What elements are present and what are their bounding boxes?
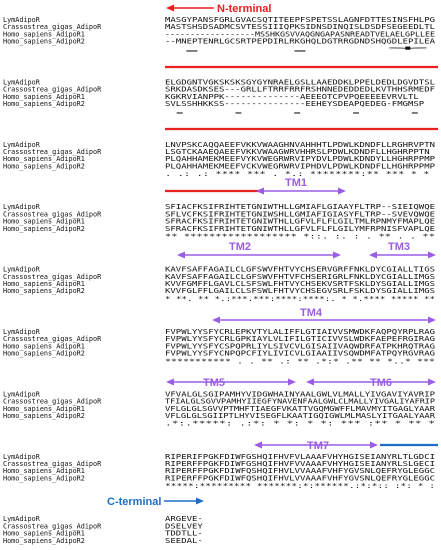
sequence-name: LymAdipoR [3,452,40,461]
tm5-arrowhead-left [166,379,174,386]
sequence-name: Crassostrea_gigas_AdipoR [3,23,102,32]
tm7-arrowhead-right [370,442,378,449]
sequence-row: MASGYPANSFGRLGVACSQTITEEPFSPETSSLAGNFDTTESINSFHLPG [165,16,435,24]
tm1-arrowhead-left [256,188,264,195]
sequence-row: SRKDASDKSES---GRLLFTRRFRRFRSHNNEDEDDEDLKVTHHSRMEDF [165,85,435,94]
sequence-name: LymAdipoR [3,16,40,24]
consensus-row: *********** . . ** .: ** .*:* .** ** *..* *** [165,357,435,366]
c-terminal-arrowhead [196,498,204,505]
sequence-row: DSELVEY [165,522,203,531]
sequence-name: Homo_sapiens_AdipoR1 [3,467,85,476]
sequence-row: RIPERFFPGKFDIWFQSHQIFHVLVVAAAFVHFYGVSNLQEFRYGLEGGC [165,467,435,476]
alignment-block [3,328,435,365]
sequence-name: Homo_sapiens_AdipoR2 [3,37,85,46]
n-terminal-label: N-terminal [217,3,272,15]
sequence-row: FVPWLYYSFYCNPQPCFIYLIVICVLGIAAIIVSQWDMFATPQYRGVRAG [165,349,435,358]
sequence-name: Crassostrea_gigas_AdipoR [3,85,102,94]
tm4-arrowhead-right [428,317,436,324]
tm2-arrowhead-left [177,252,185,259]
alignment-block [3,266,435,303]
sequence-row: FVPWLYYSFYCRLGPKIAYLVLIFILGTICIVVSLWDKFAEPEFRGIRAG [165,335,435,344]
sequence-row: SFLVCFKSIFRIHTETGNIWSHLLGMIAFIGIASYFLTRP--SVEVQWQE [165,210,435,219]
sequence-row: ARGEVE- [165,515,203,524]
sequence-row: RIPERIFPGKFDIWFGSHQIFHVFVLAAAFVHYHGISEIANYRLTLGDCI [165,452,435,461]
tm5-arrowhead-right [288,379,296,386]
consensus-row: .*:.*****: .:*: * *: * *: *** :** * ** * [165,419,435,428]
sequence-row: LSGTCKAAEQAEEFVKKVWAAGWRVHHRSLPDWLKDNDFLLHGHRPPTN [165,148,430,156]
sequence-name: Homo_sapiens_AdipoR1 [3,342,85,351]
sequence-name: Crassostrea_gigas_AdipoR [3,335,102,344]
sequence-name: Homo_sapiens_AdipoR2 [3,224,85,233]
alignment-block [3,390,436,427]
sequence-row: FVPWLYYSFYCRLEPKVTYLALIFFLGTIAIVVSMWDKFAQPQYRPLRAG [165,328,435,336]
alignment-block [3,203,435,240]
sequence-name: Crassostrea_gigas_AdipoR [3,460,102,468]
sequence-row: TFIALGLSGVVPAMHYIIEGFYNAVENFAALGWLCLMALLYIVGALIYAFRIP [165,397,435,406]
sequence-row: PLQAHHAMEKMEEFVCKVWEGRWRVIPHDVLPDWLKDNDFLLHGHRPPMP [165,162,435,171]
sequence-name: LymAdipoR [3,140,40,149]
sequence-name: Crassostrea_gigas_AdipoR [3,148,102,156]
sequence-name: Homo_sapiens_AdipoR2 [3,100,85,108]
sequence-row: TDDTLL- [165,529,203,538]
sequence-row: KGKRVIANPPK--------------AEEEOTCPVPQEEEEEVRVLTL [165,92,419,101]
sequence-row: ELGDGNTVGKSKSKSGYGYNRAELGSLLAAEDDKLPPELDEDLDGVDTSL [165,78,435,87]
sequence-row: --MNEPTENRLGCSRTPEPDIRLRKGHQLDGTRRGDNDSHQGDLEPILEA [165,37,435,46]
tm6-arrowhead-right [428,379,436,386]
sequence-name: Homo_sapiens_AdipoR2 [3,412,85,420]
tm2-arrowhead-right [333,252,341,259]
consensus-row: ** ****************** *::. :. : . ** . . ** [165,232,435,241]
alignment-block [3,453,435,490]
tm7-arrowhead-left [254,442,262,449]
alignment-block [3,16,435,53]
consensus-row: . . * [165,45,435,54]
sequence-row: VFVALGLSGIPAMHYVIDGWHAINYAALGWLVLMALLYIVGAVIYAVRIP [165,390,435,399]
sequence-row: SFRACFKSIFRIHTETGNIWTHLLGFVLFLFLGILYMFRPNISFVAPLQE [165,224,435,233]
tm3-arrowhead-left [369,252,377,259]
tm1-arrowhead-right [338,188,346,195]
sequence-row: SFIACFKSIFRIHTETGNIWTHLLGMIAFLGIAAYFLTRP--SIEIQWQE [165,203,435,212]
sequence-name: LymAdipoR [3,203,40,212]
tm3-arrowhead-right [428,252,436,259]
sequence-row: KVVFGMFFLGAVLCLSFSWLFHTVYCHSEKVSRTFSKLDYSGIALLIMGS [165,280,435,288]
consensus-row: . .: .: **** *** . *.: ********:** *** * * [165,170,430,179]
sequence-name: Homo_sapiens_AdipoR1 [3,529,85,538]
sequence-row: RIPERFFPGKFDIWFGSHQIFHVFVVAAAFVHYHGISEIANYRLSLGECI [165,460,435,468]
sequence-row: KVVFGLFFLGAILCLSFSWLFHTVYCHSEGVSRLFSKLDYSGIALLIMGS [165,287,435,296]
sequence-row: MASTSHSDSADMCSVTESSIIIQPKSIDNSDINQISLDSDFSEGEEDLTL [165,23,435,32]
n-terminal-arrowhead [166,5,174,12]
alignment-block [3,141,435,178]
sequence-name: LymAdipoR [3,390,40,399]
sequence-name: Homo_sapiens_AdipoR2 [3,536,85,545]
sequence-name: Homo_sapiens_AdipoR1 [3,404,85,413]
sequence-name: LymAdipoR [3,78,40,87]
sequence-name: LymAdipoR [3,515,40,524]
sequence-name: Crassostrea_gigas_AdipoR [3,210,102,219]
sequence-row: PLQAHHAMEKMEEFVYKVWEGRWRVIPYDVLPDWLKDNDYLLHGHRPPMP [165,155,435,164]
sequence-name: Homo_sapiens_AdipoR1 [3,155,85,164]
sequence-name: Crassostrea_gigas_AdipoR [3,272,102,281]
sequence-name: Homo_sapiens_AdipoR1 [3,92,85,101]
tm4-label: TM4 [300,307,322,319]
sequence-name: LymAdipoR [3,265,40,274]
alignment-block [3,78,435,115]
tm1-label: TM1 [285,177,307,189]
consensus-row: *****:********* *******:*:******.:*:*:: :*: * : [165,482,435,491]
tm4-arrowhead-left [212,317,220,324]
sequence-name: Homo_sapiens_AdipoR2 [3,287,85,296]
sequence-row: ------------------MSSHKGSVVAQGNGAPASNREADTVELAELGPLLEE [165,30,435,39]
sequence-name: Homo_sapiens_AdipoR2 [3,349,85,358]
alignment-rows [3,16,436,545]
sequence-row: SVLSSHHKKSS---------------EEHEYSDEAPQEDEG-FMGMSP [165,100,425,108]
sequence-name: Homo_sapiens_AdipoR2 [3,162,85,171]
tm3-label: TM3 [388,241,410,253]
tm6-arrowhead-left [306,379,314,386]
sequence-name: Homo_sapiens_AdipoR2 [3,474,85,483]
alignment-block [3,515,203,545]
sequence-name: Homo_sapiens_AdipoR1 [3,280,85,288]
c-terminal-label: C-terminal [107,496,162,508]
sequence-row: RIPERFFPGKFDIWFQSHQIFHVLVVAAAFVHFYGVSNLQEFRYGLEGGC [165,474,435,483]
sequence-row: SFRACFKSIFRIHTETGNIWTHLLGFVLFLFLGILTMLRPNMYFMAPLQE [165,217,435,226]
sequence-row: SEEDAL- [165,536,203,545]
consensus-row: . . . . . [165,107,430,116]
consensus-row: * **. ** *.:***.***:****:****:. * *.**** ***** ** [165,294,435,303]
tm5-label: TM5 [203,377,225,389]
sequence-row: LNVPSKCAQQAEEFVKKVWAAGHNVAHHHTLPDWLKDNDFLLRGHRVPTN [165,140,435,149]
sequence-row: VFLGLGLSGVVPTMHFTIAEGFVKATTVGQMGWFFLMAVMYITGAGLYAAR [165,404,437,413]
tm2-label: TM2 [229,241,251,253]
sequence-name: Crassostrea_gigas_AdipoR [3,397,102,406]
sequence-name: Homo_sapiens_AdipoR1 [3,217,85,226]
tm7-label: TM7 [307,440,329,452]
sequence-name: Crassostrea_gigas_AdipoR [3,522,102,531]
sequence-name: LymAdipoR [3,328,40,336]
sequence-name: Homo_sapiens_AdipoR1 [3,30,85,39]
sequence-row: FVPWLYYSFYCSPQPRLIYLSIVCVLGISAIIVAQWDRFATPKHRQTRAG [165,342,435,351]
sequence-row: VFLGLGLSGIIPTLHYVISEGFLKAATIGQIGWLMLMASLYITGAALYAAR [165,412,437,420]
tm6-label: TM6 [370,377,392,389]
sequence-row: KAVFSAFFAGAILCLGFSWVFHTVFCHSERIGRLFNKLDYCGIALLIMGS [165,272,435,281]
sequence-row: KAVFSAFFAGAILCLGFSWVFHTVYCHSERVGRFFNKLDYCGIALLTIGS [165,265,435,274]
